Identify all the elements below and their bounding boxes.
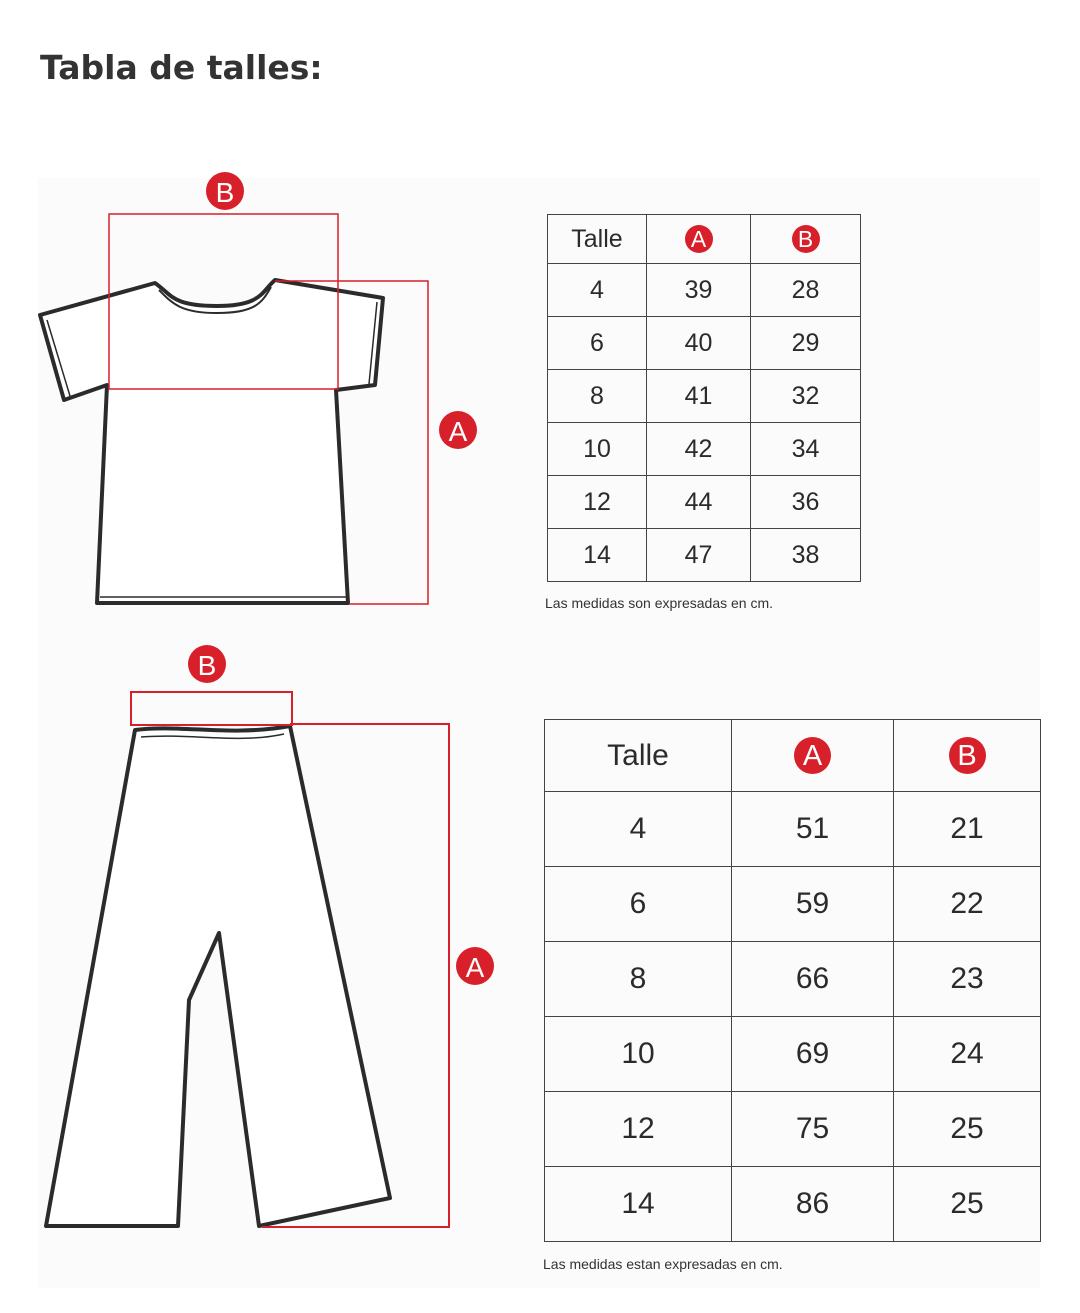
cell-talle: 4 bbox=[545, 792, 732, 867]
cell-talle: 6 bbox=[545, 867, 732, 942]
table-row bbox=[548, 264, 861, 317]
cell-a: 69 bbox=[732, 1017, 894, 1092]
shirt-size-table bbox=[547, 214, 861, 582]
table-row bbox=[548, 370, 861, 423]
cell-b: 29 bbox=[751, 317, 861, 370]
header-a-badge: A bbox=[685, 225, 713, 253]
cell-a: 86 bbox=[732, 1167, 894, 1242]
header-talle: Talle bbox=[545, 720, 732, 792]
cell-b: 32 bbox=[751, 370, 861, 423]
header-a bbox=[647, 215, 751, 264]
cell-a: 41 bbox=[647, 370, 751, 423]
table-header-row bbox=[548, 215, 861, 264]
table-header-row bbox=[545, 720, 1041, 792]
header-b bbox=[751, 215, 861, 264]
shirt-badge-a-label: A bbox=[448, 416, 468, 447]
pants-outline-icon bbox=[46, 726, 390, 1226]
header-talle: Talle bbox=[548, 215, 647, 264]
table-row bbox=[545, 942, 1041, 1017]
table-row bbox=[548, 317, 861, 370]
cell-talle: 8 bbox=[545, 942, 732, 1017]
pants-size-table bbox=[544, 719, 1041, 1242]
header-b bbox=[894, 720, 1041, 792]
cell-b: 34 bbox=[751, 423, 861, 476]
cell-talle: 12 bbox=[545, 1092, 732, 1167]
table-row bbox=[545, 1167, 1041, 1242]
tshirt-outline-icon bbox=[40, 280, 383, 603]
table-row bbox=[545, 792, 1041, 867]
cell-a: 59 bbox=[732, 867, 894, 942]
cell-a: 44 bbox=[647, 476, 751, 529]
cell-b: 23 bbox=[894, 942, 1041, 1017]
header-a-badge: A bbox=[794, 737, 831, 774]
pants-width-guide bbox=[131, 692, 292, 725]
cell-a: 47 bbox=[647, 529, 751, 582]
table-row bbox=[548, 476, 861, 529]
cell-b: 38 bbox=[751, 529, 861, 582]
pants-badge-a-label: A bbox=[465, 952, 485, 983]
cell-a: 39 bbox=[647, 264, 751, 317]
pants-badge-b-label: B bbox=[197, 650, 217, 681]
header-b-badge: B bbox=[949, 737, 986, 774]
pants-units-note: Las medidas estan expresadas en cm. bbox=[543, 1256, 783, 1272]
table-row bbox=[548, 423, 861, 476]
cell-talle: 14 bbox=[548, 529, 647, 582]
header-a bbox=[732, 720, 894, 792]
table-row bbox=[545, 1092, 1041, 1167]
cell-a: 66 bbox=[732, 942, 894, 1017]
cell-talle: 4 bbox=[548, 264, 647, 317]
cell-talle: 12 bbox=[548, 476, 647, 529]
table-row bbox=[548, 529, 861, 582]
cell-talle: 6 bbox=[548, 317, 647, 370]
table-row bbox=[545, 867, 1041, 942]
header-b-badge: B bbox=[792, 225, 820, 253]
cell-b: 25 bbox=[894, 1167, 1041, 1242]
table-row bbox=[545, 1017, 1041, 1092]
cell-a: 40 bbox=[647, 317, 751, 370]
cell-b: 25 bbox=[894, 1092, 1041, 1167]
cell-b: 22 bbox=[894, 867, 1041, 942]
cell-b: 24 bbox=[894, 1017, 1041, 1092]
shirt-units-note: Las medidas son expresadas en cm. bbox=[545, 595, 774, 611]
cell-talle: 14 bbox=[545, 1167, 732, 1242]
cell-b: 21 bbox=[894, 792, 1041, 867]
cell-talle: 8 bbox=[548, 370, 647, 423]
cell-a: 42 bbox=[647, 423, 751, 476]
page-title: Tabla de talles: bbox=[40, 48, 323, 87]
cell-b: 36 bbox=[751, 476, 861, 529]
cell-talle: 10 bbox=[548, 423, 647, 476]
shirt-badge-b-label: B bbox=[215, 177, 235, 208]
cell-a: 51 bbox=[732, 792, 894, 867]
cell-a: 75 bbox=[732, 1092, 894, 1167]
cell-talle: 10 bbox=[545, 1017, 732, 1092]
cell-b: 28 bbox=[751, 264, 861, 317]
